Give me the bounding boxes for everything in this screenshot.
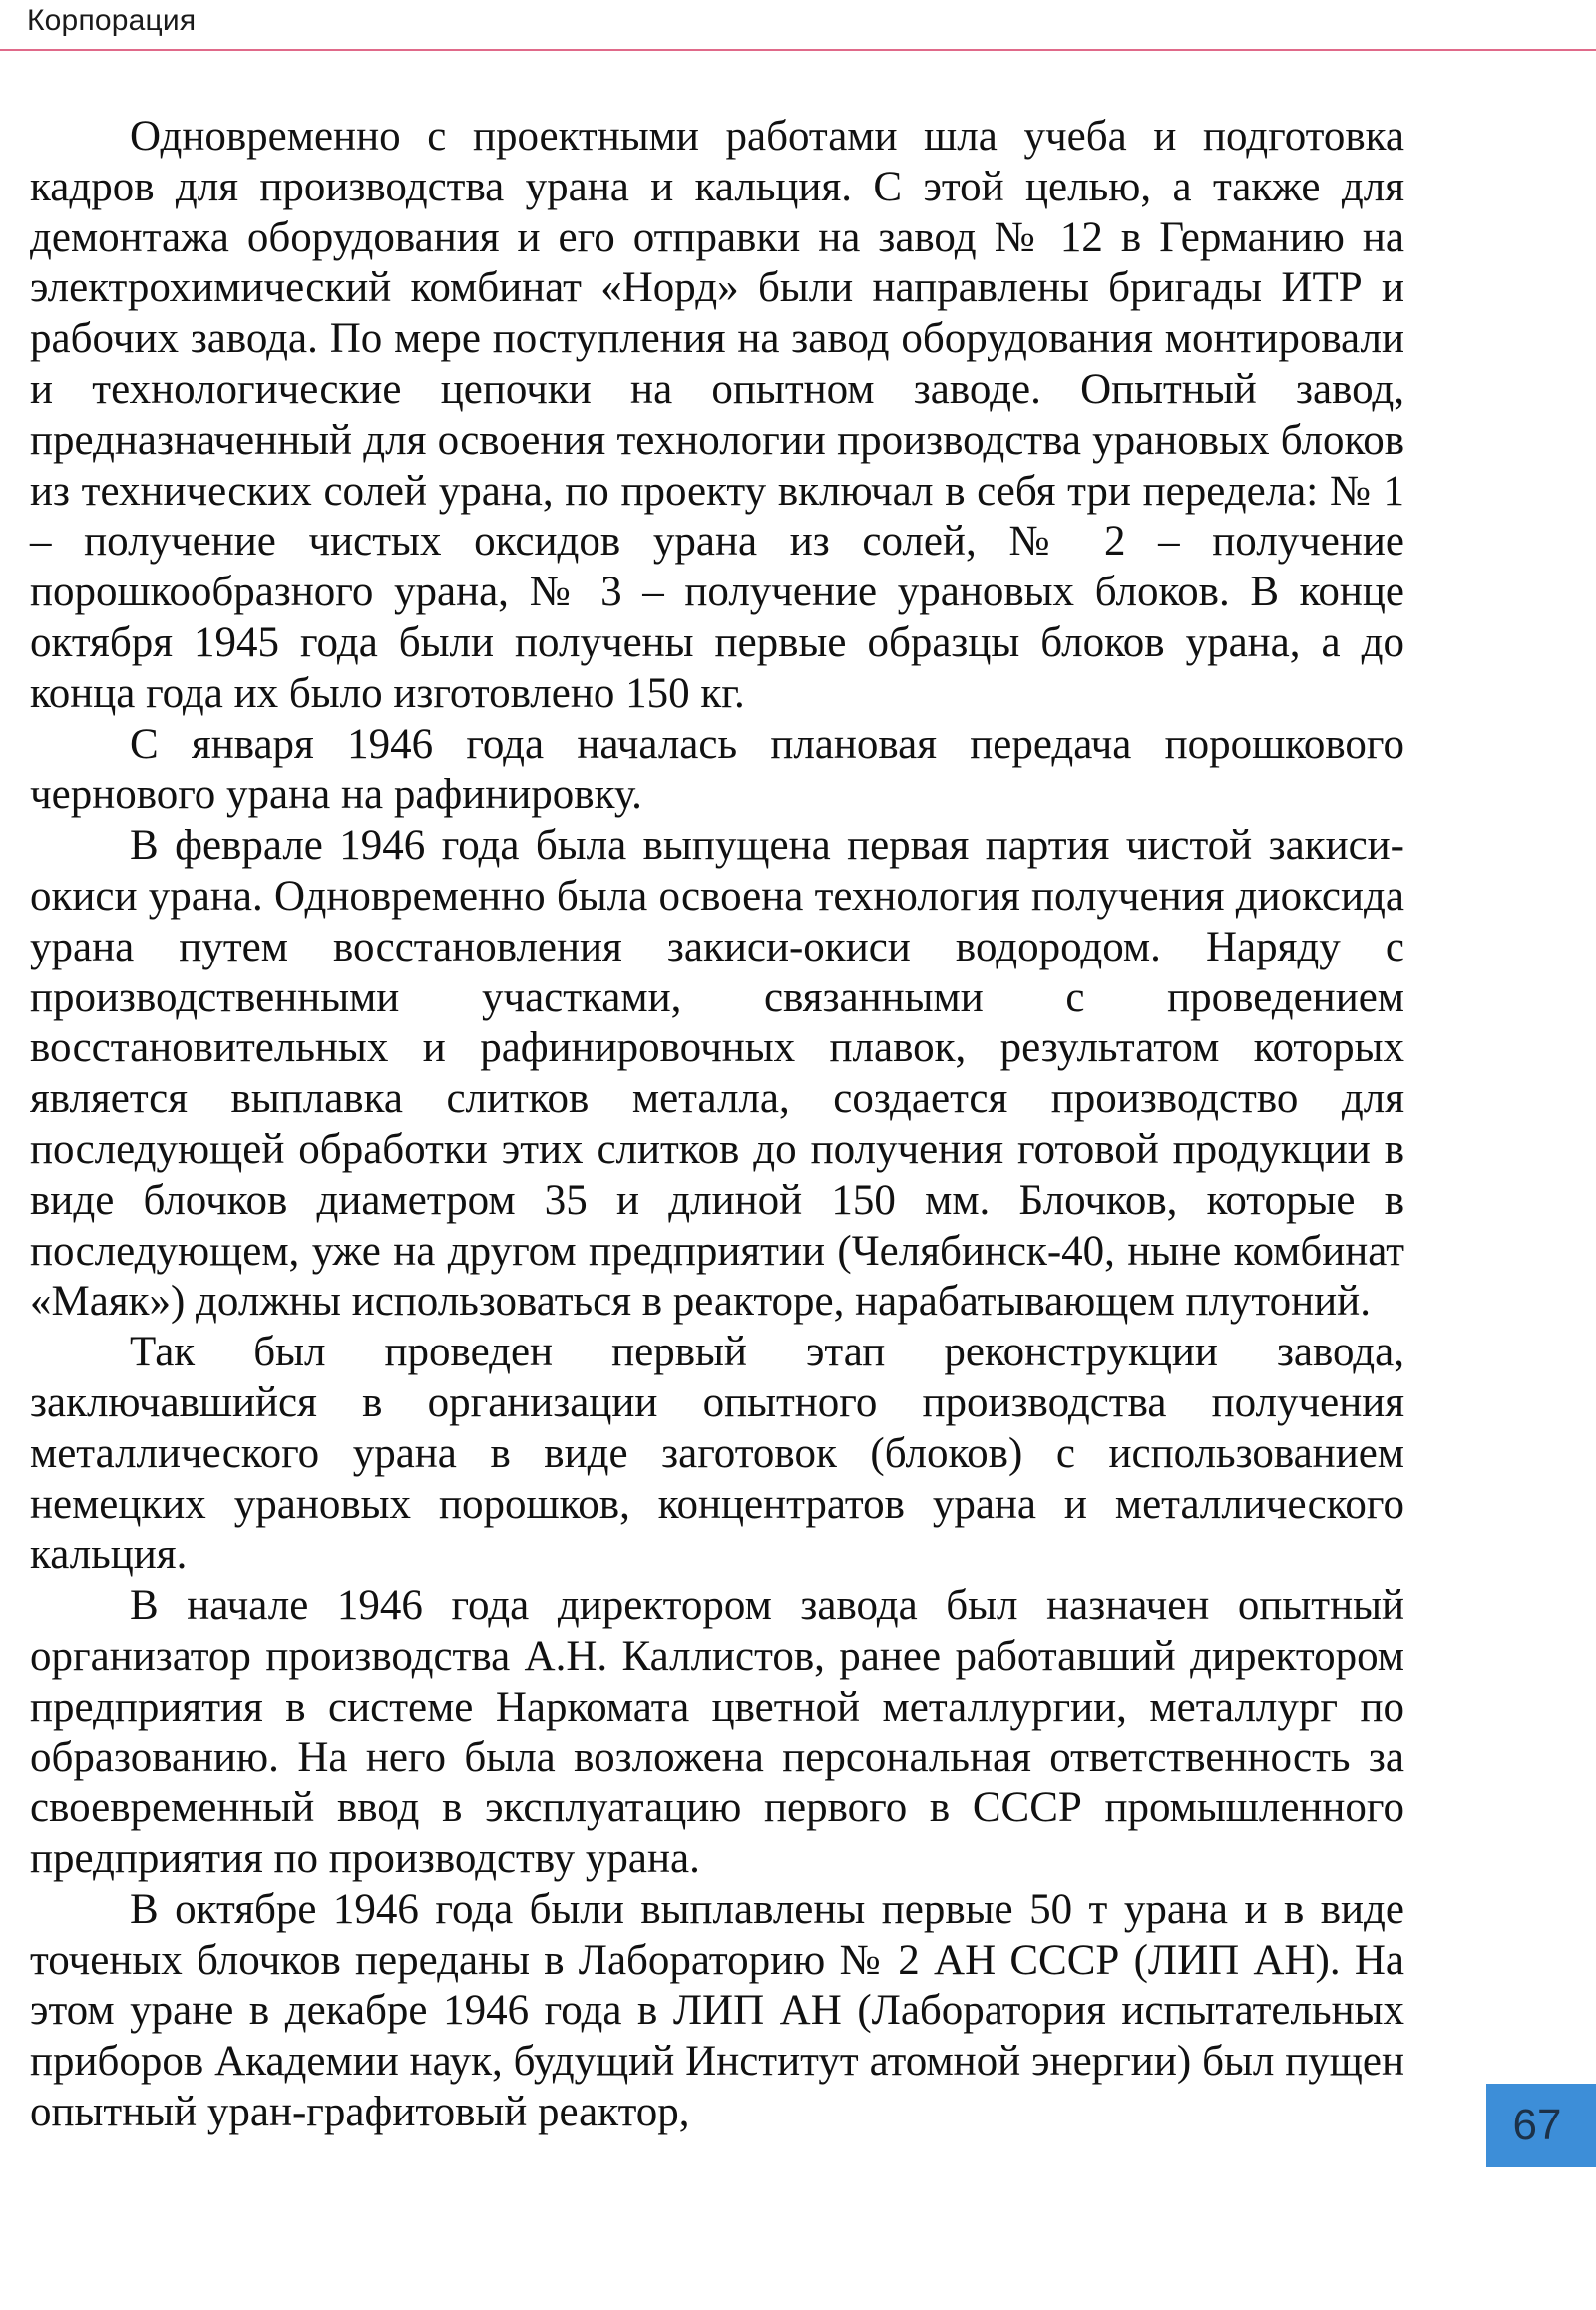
page-header bbox=[0, 0, 1596, 54]
paragraph: С января 1946 года началась плановая передача порошкового чернового урана на рафинировку. bbox=[30, 720, 1404, 819]
paragraph: Одновременно с проектными работами шла учеба и подготовка кадров для производства урана и кальция. С этой целью, а также для демонтажа оборудования и его отправки на завод № 12 в Германию на электрохимический комбинат «Норд» были направлены бригады ИТР и рабочих завода. По мере поступления на завод оборудования монтировали и технологические цепочки на опытном заводе. Опытный завод, предназначенный для освоения технологии производства урановых блоков из технических солей урана, по проекту включал в себя три передела: № 1 – получение чистых оксидов урана из солей, № 2 – получение порошкообразного урана, № 3 – получение урановых блоков. В конце октября 1945 года были получены первые образцы блоков урана, а до конца года их было изготовлено 150 кг. bbox=[30, 113, 1404, 717]
page-number: 67 bbox=[1512, 2101, 1562, 2149]
article-body bbox=[30, 112, 1404, 2138]
paragraph: Так был проведен первый этап реконструкции завода, заключавшийся в организации опытного производства получения металлического урана в виде заготовок (блоков) с использованием немецких урановых порошков, концентратов урана и металлического кальция. bbox=[30, 1329, 1404, 1579]
paragraph: В феврале 1946 года была выпущена первая партия чистой закиси-окиси урана. Одновременно была освоена технология получения диоксида урана путем восстановления закиси-окиси водородом. Наряду с производственными участками, связанными с проведением восстановительных и рафинировочных плавок, результатом которых является выплавка слитков металла, создается производство для последующей обработки этих слитков до получения готовой продукции в виде блочков диаметром 35 и длиной 150 мм. Блочков, которые в последующем, уже на другом предприятии (Челябинск-40, ныне комбинат «Маяк») должны использоваться в реакторе, нарабатывающем плутоний. bbox=[30, 822, 1404, 1326]
page-number-tab bbox=[1486, 2084, 1596, 2167]
section-title: Корпорация bbox=[27, 4, 197, 37]
header-divider bbox=[0, 49, 1596, 51]
paragraph: В начале 1946 года директором завода был назначен опытный организатор производства А.Н. Каллистов, ранее работавший директором предприятия в системе Наркомата цветной металлургии, металлург по образованию. На него была возложена персональная ответственность за своевременный ввод в эксплуатацию первого в СССР промышленного предприятия по производству урана. bbox=[30, 1582, 1404, 1883]
paragraph: В октябре 1946 года были выплавлены первые 50 т урана и в виде точеных блочков переданы в Лабораторию № 2 АН СССР (ЛИП АН). На этом уране в декабре 1946 года в ЛИП АН (Лаборатория испытательных приборов Академии наук, будущий Институт атомной энергии) был пущен опытный уран-графитовый реактор, bbox=[30, 1885, 1404, 2136]
